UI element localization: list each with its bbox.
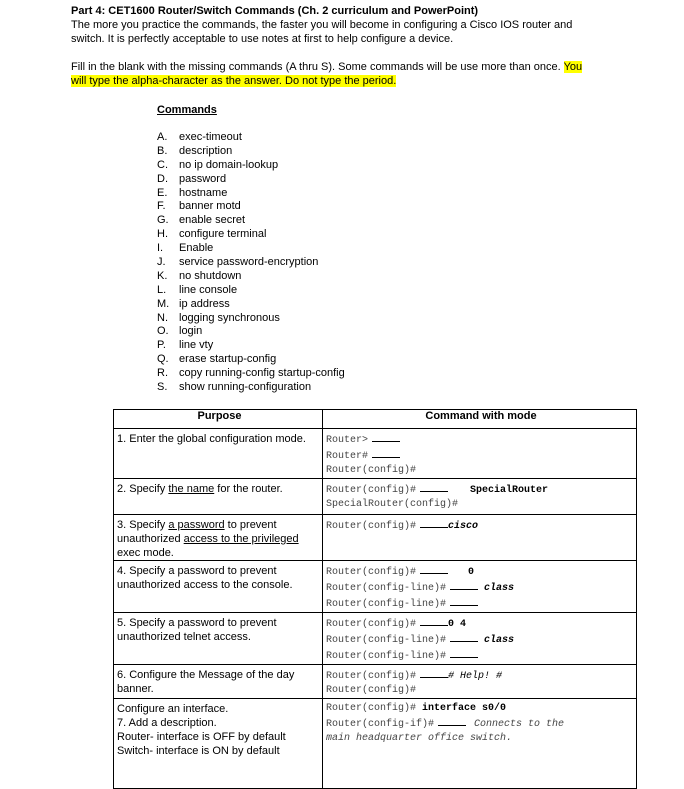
command-item	[157, 145, 345, 159]
command-text: banner motd	[179, 200, 241, 213]
argument: Connects to the	[474, 719, 565, 730]
command-text: service password-encryption	[179, 256, 319, 269]
answer-blank[interactable]	[450, 648, 478, 658]
command-letter: A.	[157, 131, 168, 143]
prompt: Router(config)#	[326, 685, 417, 696]
instructions-line-1	[71, 61, 582, 73]
prompt: Router(config)#	[326, 671, 417, 682]
command-item	[157, 200, 345, 214]
command-letter: M.	[157, 297, 170, 310]
intro-line-1: The more you practice the commands, the faster you will become in configuring a Cisco IOS router and	[71, 19, 573, 31]
instructions-highlight-1: You	[563, 61, 583, 73]
command-text: Enable	[179, 242, 214, 255]
answer-blank[interactable]	[450, 596, 478, 606]
table-row	[114, 699, 637, 789]
purpose-text: to prevent unauthorized	[117, 519, 277, 545]
command-letter: F.	[157, 200, 166, 213]
command-item	[157, 270, 345, 284]
command-letter: B.	[157, 144, 168, 157]
commands-list	[157, 131, 345, 395]
command-item	[157, 159, 345, 173]
command-text: exec-timeout	[179, 131, 242, 143]
prompt: Router(config-line)#	[326, 635, 447, 646]
argument: SpecialRouter	[470, 485, 549, 496]
command-letter: I.	[157, 242, 164, 255]
command-item	[157, 284, 345, 298]
purpose-text: exec mode.	[117, 547, 174, 559]
purpose-cell	[114, 479, 323, 515]
prompt: SpecialRouter(config)#	[326, 499, 459, 510]
argument: 0 4	[448, 619, 467, 630]
purpose-line: Configure an interface.	[117, 703, 229, 715]
command: interface s0/0	[422, 703, 507, 714]
command-letter: N.	[157, 311, 168, 324]
argument: class	[484, 635, 515, 646]
table-row	[114, 429, 637, 479]
table-row	[114, 479, 637, 515]
command-letter: R.	[157, 367, 168, 380]
answer-blank[interactable]	[420, 616, 448, 626]
argument: 0	[468, 567, 475, 578]
command-cell	[323, 665, 637, 699]
prompt: Router(config-line)#	[326, 583, 447, 594]
command-cell	[323, 613, 637, 665]
command-letter: L.	[157, 283, 167, 296]
command-text: login	[179, 325, 203, 338]
intro-line-2: switch. It is perfectly acceptable to use notes at first to help configure a device.	[71, 33, 454, 45]
command-text: configure terminal	[179, 228, 267, 241]
command-letter: K.	[157, 269, 168, 282]
command-letter: Q.	[157, 353, 169, 366]
answer-blank[interactable]	[420, 564, 448, 574]
command-item	[157, 325, 345, 339]
table-row	[114, 515, 637, 561]
command-item	[157, 381, 345, 395]
argument: # Help! #	[448, 671, 503, 682]
purpose-underlined: the name	[168, 483, 215, 495]
prompt: Router(config)#	[326, 567, 417, 578]
command-item	[157, 187, 345, 201]
answer-blank[interactable]	[372, 432, 400, 442]
purpose-cell: 4. Specify a password to prevent unauthorized access to the console.	[114, 561, 323, 613]
command-letter: S.	[157, 381, 168, 394]
purpose-line: 7. Add a description.	[117, 717, 217, 729]
table-row	[114, 613, 637, 665]
purpose-line: Switch- interface is ON by default	[117, 745, 280, 757]
purpose-cell	[114, 515, 323, 561]
command-text: line console	[179, 283, 238, 296]
command-text: password	[179, 172, 227, 185]
command-text: show running-configuration	[179, 381, 312, 394]
command-item	[157, 339, 345, 353]
instructions-line-2	[71, 75, 396, 87]
answer-blank[interactable]	[420, 482, 448, 492]
prompt: Router(config-line)#	[326, 651, 447, 662]
command-text: enable secret	[179, 214, 246, 227]
command-text: no ip domain-lookup	[179, 158, 279, 171]
command-item	[157, 228, 345, 242]
command-letter: C.	[157, 158, 168, 171]
command-letter: P.	[157, 339, 166, 352]
header-command: Command with mode	[323, 410, 637, 429]
purpose-text: for the router.	[214, 483, 283, 495]
command-item	[157, 312, 345, 326]
answer-blank[interactable]	[372, 448, 400, 458]
command-letter: G.	[157, 214, 169, 227]
command-cell	[323, 479, 637, 515]
command-cell	[323, 699, 637, 789]
command-text: copy running-config startup-config	[179, 367, 345, 380]
command-cell	[323, 561, 637, 613]
command-item	[157, 367, 345, 381]
answer-blank[interactable]	[438, 716, 466, 726]
prompt: Router(config)#	[326, 485, 417, 496]
prompt: Router(config-if)#	[326, 719, 435, 730]
command-cell	[323, 429, 637, 479]
command-item	[157, 242, 345, 256]
command-item	[157, 353, 345, 367]
prompt: Router(config)#	[326, 465, 417, 476]
command-item	[157, 173, 345, 187]
header-purpose: Purpose	[114, 410, 323, 429]
command-item	[157, 131, 345, 145]
prompt: Router(config)#	[326, 619, 417, 630]
table-row	[114, 665, 637, 699]
purpose-line: Router- interface is OFF by default	[117, 731, 286, 743]
commands-table	[113, 409, 637, 789]
command-item	[157, 256, 345, 270]
command-text: line vty	[179, 339, 214, 352]
prompt: Router(config)#	[326, 521, 417, 532]
answer-blank[interactable]	[450, 632, 478, 642]
instructions-text: Fill in the blank with the missing commands (A thru S). Some commands will be use more than once.	[71, 61, 561, 73]
command-letter: O.	[157, 325, 169, 338]
table-row	[114, 561, 637, 613]
command-text: no shutdown	[179, 269, 242, 282]
command-item	[157, 298, 345, 312]
command-text: logging synchronous	[179, 311, 280, 324]
command-text: hostname	[179, 186, 228, 199]
commands-title: Commands	[157, 104, 217, 116]
purpose-cell	[114, 699, 323, 789]
command-letter: E.	[157, 186, 168, 199]
argument: cisco	[448, 521, 479, 532]
command-text: erase startup-config	[179, 353, 277, 366]
argument: class	[484, 583, 515, 594]
prompt: Router(config)#	[326, 703, 417, 714]
command-letter: J.	[157, 256, 166, 269]
purpose-text: 2. Specify	[117, 483, 169, 495]
purpose-cell: 6. Configure the Message of the day banner.	[114, 665, 323, 699]
purpose-cell: 5. Specify a password to prevent unauthorized telnet access.	[114, 613, 323, 665]
instructions-highlight-2: will type the alpha-character as the answer. Do not type the period.	[71, 75, 397, 87]
command-letter: H.	[157, 228, 168, 241]
command-text: ip address	[179, 297, 230, 310]
purpose-cell: 1. Enter the global configuration mode.	[114, 429, 323, 479]
page-heading: Part 4: CET1600 Router/Switch Commands (Ch. 2 curriculum and PowerPoint)	[71, 5, 479, 17]
purpose-underlined: a password	[168, 519, 225, 531]
command-cell	[323, 515, 637, 561]
purpose-underlined: access to the privileged	[183, 533, 299, 545]
purpose-text: 3. Specify	[117, 519, 169, 531]
prompt: Router>	[326, 435, 369, 446]
command-text: description	[179, 144, 233, 157]
argument: main headquarter office switch.	[326, 733, 513, 744]
answer-blank[interactable]	[420, 668, 448, 678]
answer-blank[interactable]	[450, 580, 478, 590]
command-item	[157, 214, 345, 228]
prompt: Router(config-line)#	[326, 599, 447, 610]
answer-blank[interactable]	[420, 518, 448, 528]
prompt: Router#	[326, 451, 369, 462]
command-letter: D.	[157, 172, 168, 185]
